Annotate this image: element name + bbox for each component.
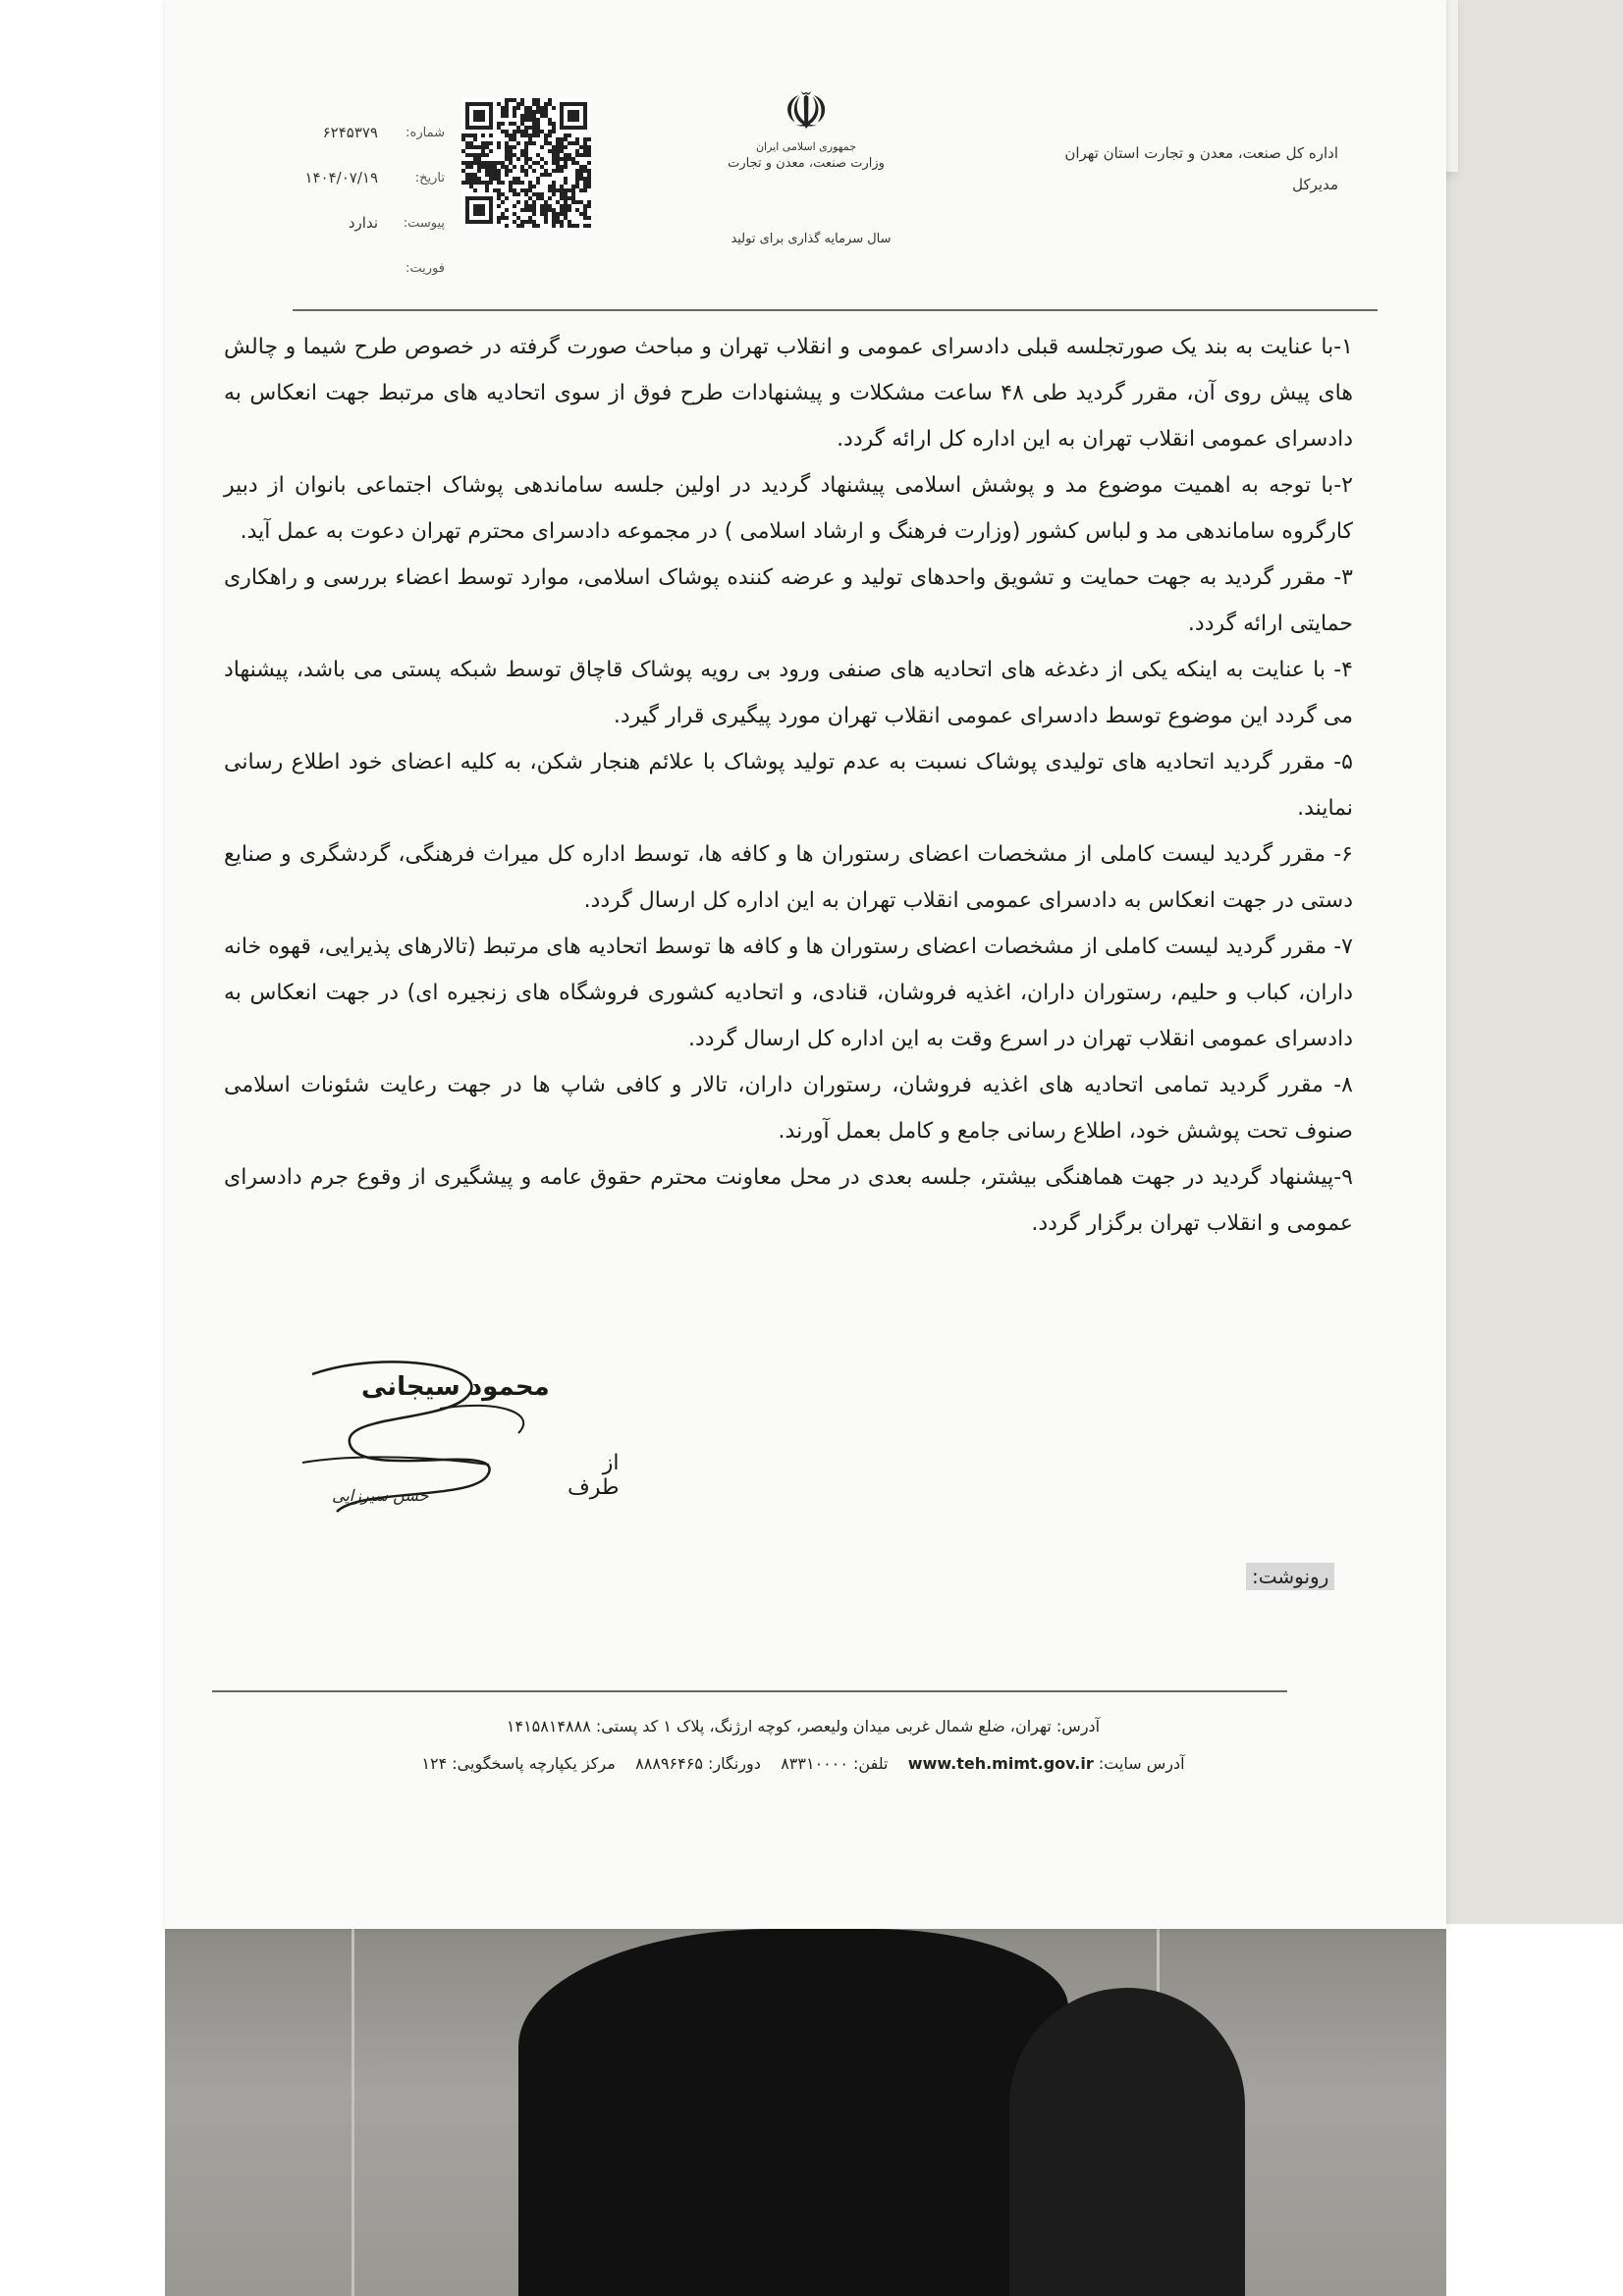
paragraph-4: ۴- با عنایت به اینکه یکی از دغدغه های اتحادیه های صنفی ورود بی رویه پوشاک قاچاق توسط شبکه پستی می باشد، پیشنهاد می گردد این موضوع توسط دادسرای عمومی انقلاب تهران مورد پیگیری قرار گیرد. [224,658,1353,728]
letter-attachment: ندارد [348,214,378,232]
meta-label: پیوست: [403,215,445,231]
footer-divider [212,1690,1287,1692]
signer-name: محمود سیجانی [361,1372,550,1402]
meta-label: تاریخ: [414,170,445,186]
emblem-ministry-text: وزارت صنعت، معدن و تجارت [728,156,885,171]
paragraph-9: ۹-پیشنهاد گردید در جهت هماهنگی بیشتر، جلسه بعدی در محل معاونت محترم حقوق عامه و پیشگیری از وقوع جرم دادسرای عمومی و انقلاب تهران برگزار گردد. [224,1165,1353,1236]
year-slogan: سال سرمایه گذاری برای تولید [730,232,892,246]
qr-code [461,98,591,228]
meta-number-row [219,110,445,155]
floor-tile-seam [352,1929,354,2296]
footer-call-center: مرکز یکپارچه پاسخگویی: ۱۲۴ [421,1754,616,1773]
signature-block [243,1355,620,1531]
meta-urgency-row [219,245,445,291]
footer-fax: دورنگار: ۸۸۸۹۶۴۶۵ [635,1754,761,1773]
letter-number: ۶۲۴۵۳۷۹ [322,124,378,141]
footer-phone: تلفن: ۸۳۳۱۰۰۰۰ [781,1754,889,1773]
letter-page [165,0,1446,1929]
letter-date: ۱۴۰۴/۰۷/۱۹ [304,169,378,187]
meta-label: فوریت: [406,260,445,276]
letter-metadata [219,110,445,291]
footer-address: آدرس: تهران، ضلع شمال غربی میدان ولیعصر، کوچه ارژنگ، پلاک ۱ کد پستی: ۱۴۱۵۸۱۴۸۸۸ [506,1717,1101,1735]
footer-website-label: آدرس سایت: [1098,1754,1185,1773]
floor-photo [165,1929,1446,2296]
header-divider [293,309,1378,311]
on-behalf-label: از طرف [568,1451,620,1500]
cc-label: رونوشت: [1246,1563,1334,1590]
letter-body [224,324,1353,1247]
meta-label: شماره: [406,125,445,140]
footer-website: www.teh.mimt.gov.ir [907,1754,1094,1773]
emblem-country-text: جمهوری اسلامی ایران [755,140,857,153]
shoe [1009,1988,1245,2296]
paragraph-5: ۵- مقرر گردید اتحادیه های تولیدی پوشاک نسبت به عدم تولید پوشاک با علائم هنجار شکن، به کلیه اعضای خود اطلاع رسانی نمایند. [224,750,1353,821]
iran-emblem-icon: ☫ [783,82,830,141]
organization-title: مدیرکل [1292,176,1338,193]
organization-header [926,137,1338,200]
paragraph-7: ۷- مقرر گردید لیست کاملی از مشخصات اعضای رستوران ها و کافه ها توسط اتحادیه های مرتبط (تالارهای پذیرایی، قهوه خانه داران، کباب و حلیم، رستوران داران، اغذیه فروشان، قنادی، و اتحادیه کشوری فروشگاه های زنجیره ای) در جهت انعکاس به دادسرای عمومی انقلاب تهران در اسرع وقت به این اداره کل ارسال گردد. [224,934,1353,1051]
organization-name: اداره کل صنعت، معدن و تجارت استان تهران [1064,144,1338,162]
paragraph-2: ۲-با توجه به اهمیت موضوع مد و پوشش اسلامی پیشنهاد گردید در اولین جلسه ساماندهی پوشاک اجتماعی بانوان از دبیر کارگروه ساماندهی مد و لباس کشور (وزارت فرهنگ و ارشاد اسلامی ) در مجموعه دادسرای محترم تهران دعوت به عمل آید. [224,473,1353,544]
letter-footer [293,1708,1314,1783]
paragraph-8: ۸- مقرر گردید تمامی اتحادیه های اغذیه فروشان، رستوران داران، تالار و کافی شاپ ها در جهت رعایت شئونات اسلامی صنوف تحت پوشش خود، اطلاع رسانی جامع و کامل بعمل آورند. [224,1073,1353,1144]
government-emblem [723,82,892,246]
page-margin-left [0,0,165,2296]
paragraph-3: ۳- مقرر گردید به جهت حمایت و تشویق واحدهای تولید و عرضه کننده پوشاک اسلامی، موارد توسط اعضاء بررسی و راهکاری حمایتی ارائه گردد. [224,565,1353,636]
meta-attachment-row [219,200,445,245]
handwritten-signature: حسن سیرزایی [332,1486,429,1505]
table-surface [1446,0,1623,1924]
paragraph-6: ۶- مقرر گردید لیست کاملی از مشخصات اعضای رستوران ها و کافه ها، توسط اداره کل میراث فرهنگی، گردشگری و صنایع دستی در جهت انعکاس به دادسرای عمومی انقلاب تهران به این اداره کل ارسال گردد. [224,842,1353,913]
footer-contact-line [293,1745,1314,1783]
meta-date-row [219,155,445,200]
shoe [518,1929,1068,2296]
paragraph-1: ۱-با عنایت به بند یک صورتجلسه قبلی دادسرای عمومی و انقلاب تهران و مباحث صورت گرفته در خصوص طرح شیما و چالش های پیش روی آن، مقرر گردید طی ۴۸ ساعت مشکلات و پیشنهادات طرح فوق از سوی اتحادیه های مرتبط جهت انعکاس به دادسرای عمومی انقلاب تهران به این اداره کل ارائه گردد. [224,335,1353,452]
